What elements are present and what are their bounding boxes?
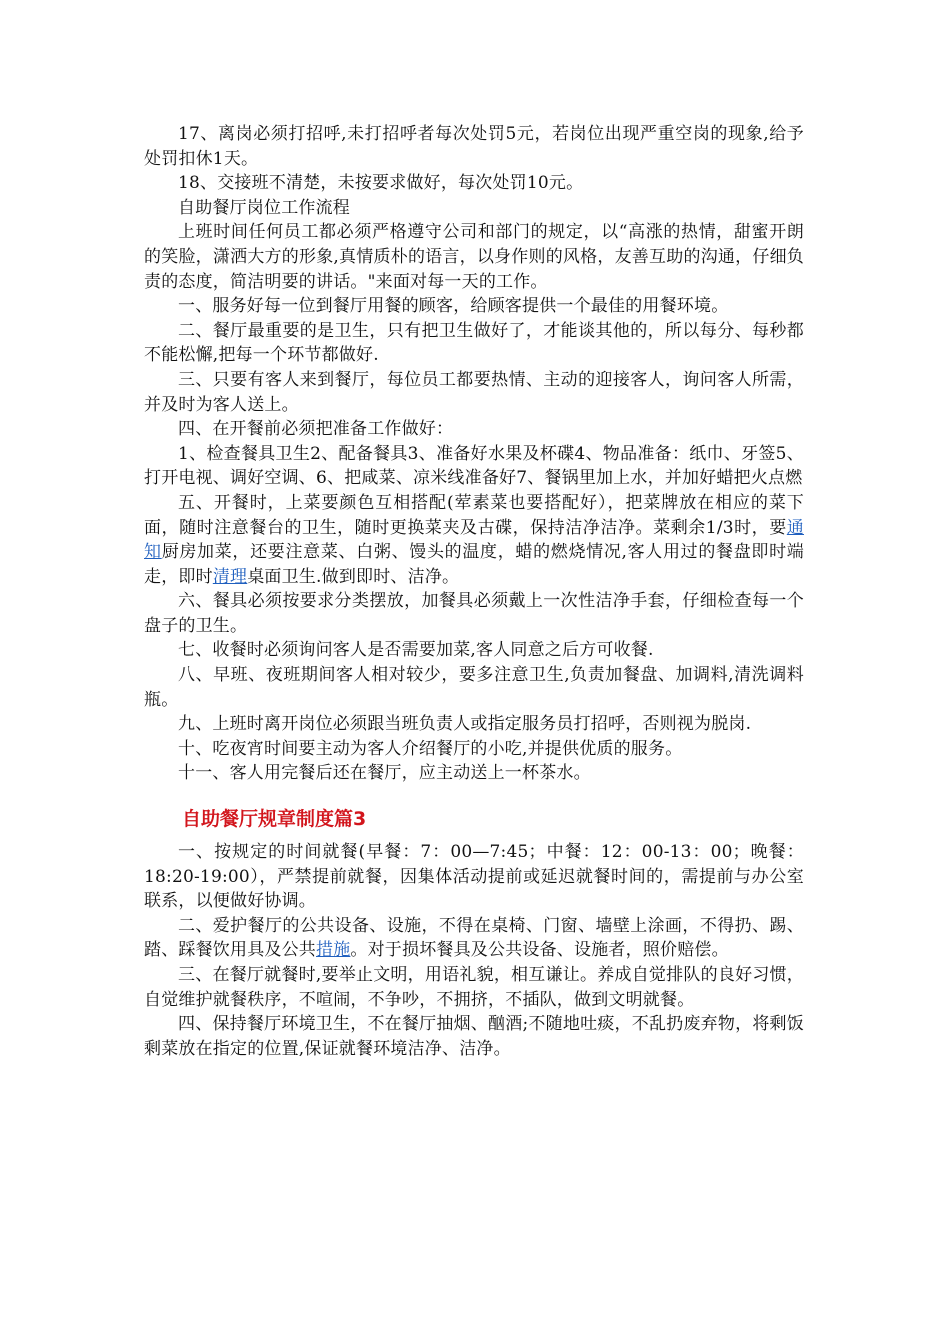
paragraph-18: 18、交接班不清楚，未按要求做好，每次处罚10元。 [178, 173, 584, 194]
paragraph-item-7: 七、收餐时必须询问客人是否需要加菜,客人同意之后方可收餐. [178, 640, 654, 661]
paragraph-item-8: 八、早班、夜班期间客人相对较少，要多注意卫生,负责加餐盘、加调料,清洗调料瓶。 [144, 665, 804, 710]
paragraph-intro: 上班时间任何员工都必须严格遵守公司和部门的规定，以“高涨的热情，甜蜜开朗的笑脸，潇洒大方的形象,真情质朴的语言，以身作则的风格，友善互助的沟通，仔细负责的态度，简洁明要的讲话。"来面对每一天的工作。 [144, 222, 804, 292]
link-notify[interactable]: 通知 [144, 517, 804, 563]
document-body [144, 122, 804, 1061]
link-clean[interactable]: 清理 [212, 566, 248, 587]
subheading-workflow: 自助餐厅岗位工作流程 [178, 197, 350, 218]
text-segment: 二、爱护餐厅的公共设备、设施，不得在桌椅、门窗、墙壁上涂画，不得扔、踢、踏、踩餐饮用具及公共 [144, 915, 804, 961]
paragraph-item-2: 二、餐厅最重要的是卫生，只有把卫生做好了，才能谈其他的，所以每分、每秒都不能松懈,把每一个环节都做好. [144, 320, 804, 366]
paragraph-item-6: 六、餐具必须按要求分类摆放，加餐具必须戴上一次性洁净手套，仔细检查每一个盘子的卫生。 [144, 591, 804, 636]
rule-paragraph-3: 三、在餐厅就餐时,要举止文明，用语礼貌，相互谦让。养成自觉排队的良好习惯，自觉维护就餐秩序，不喧闹，不争吵，不拥挤，不插队，做到文明就餐。 [144, 965, 804, 1010]
rule-paragraph-1: 一、按规定的时间就餐(早餐：7：00—7:45；中餐：12：00-13：00；晚餐：18:20-19:00），严禁提前就餐，因集体活动提前或延迟就餐时间的，需提前与办公室联系，以便做好协调。 [144, 842, 804, 912]
text-segment: 桌面卫生.做到即时、洁净。 [247, 566, 460, 587]
rule-paragraph-2 [144, 914, 804, 963]
text-segment: 五、开餐时，上菜要颜色互相搭配(荤素菜也要搭配好），把菜牌放在相应的菜下面，随时注意餐台的卫生，随时更换菜夹及古碟，保持洁净洁净。菜剩余1/3时，要 [144, 492, 804, 538]
paragraph-17: 17、离岗必须打招呼,未打招呼者每次处罚5元，若岗位出现严重空岗的现象,给予处罚扣休1天。 [144, 124, 804, 169]
link-measures[interactable]: 措施 [316, 940, 351, 961]
paragraph-item-9: 九、上班时离开岗位必须跟当班负责人或指定服务员打招呼，否则视为脱岗. [178, 714, 752, 735]
text-segment: 。对于损坏餐具及公共设备、设施者，照价赔偿。 [350, 940, 729, 961]
section-heading: 自助餐厅规章制度篇3 [182, 808, 367, 831]
paragraph-item-4: 四、在开餐前必须把准备工作做好： [178, 419, 454, 440]
paragraph-item-3: 三、只要有客人来到餐厅，每位员工都要热情、主动的迎接客人，询问客人所需，并及时为客人送上。 [144, 369, 804, 415]
paragraph-item-5 [144, 491, 804, 589]
paragraph-item-10: 十、吃夜宵时间要主动为客人介绍餐厅的小吃,并提供优质的服务。 [178, 738, 683, 759]
rule-paragraph-4: 四、保持餐厅环境卫生，不在餐厅抽烟、酗酒;不随地吐痰，不乱扔废弃物，将剩饭剩菜放在指定的位置,保证就餐环境洁净、洁净。 [144, 1014, 804, 1059]
text-segment: 厨房加菜，还要注意菜、白粥、馒头的温度，蜡的燃烧情况,客人用过的餐盘即时端走，即时 [144, 542, 804, 587]
paragraph-item-1: 一、服务好每一位到餐厅用餐的顾客，给顾客提供一个最佳的用餐环境。 [178, 296, 729, 317]
paragraph-item-11: 十一、客人用完餐后还在餐厅，应主动送上一杯茶水。 [178, 763, 591, 784]
paragraph-checklist: 1、检查餐具卫生2、配备餐具3、准备好水果及杯碟4、物品准备：纸巾、牙签5、打开电视、调好空调、6、把咸菜、凉米线准备好7、餐锅里加上水，并加好蜡把火点燃 [144, 443, 804, 489]
